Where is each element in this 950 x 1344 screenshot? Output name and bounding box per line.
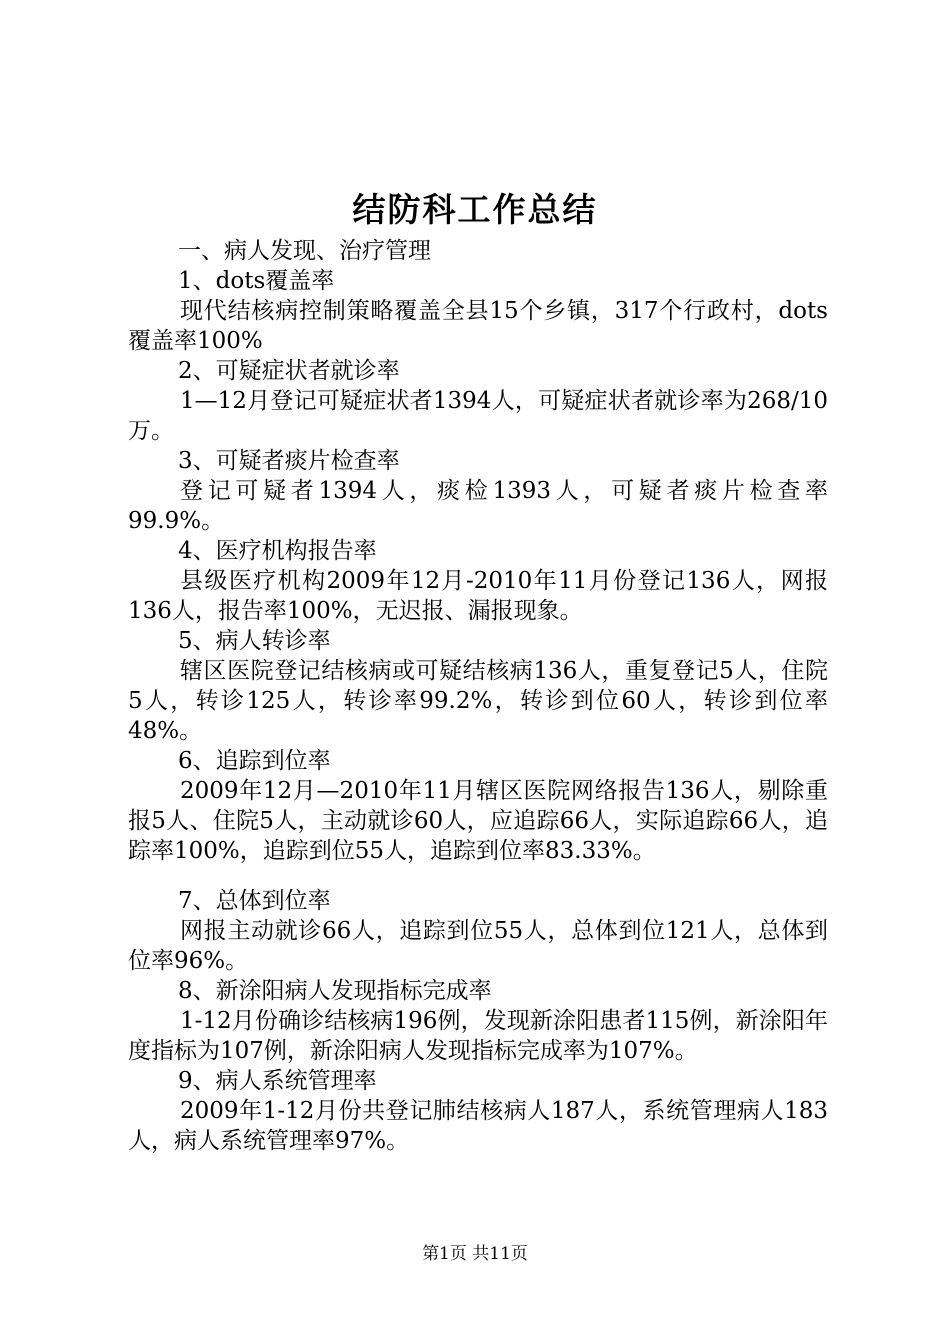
item-title-7: 7、总体到位率: [178, 888, 331, 914]
section-heading: 一、病人发现、治疗管理: [178, 238, 431, 264]
item-title-2: 2、可疑症状者就诊率: [178, 358, 400, 384]
item-title-3: 3、可疑者痰片检查率: [178, 448, 400, 474]
item-title-4: 4、医疗机构报告率: [178, 538, 377, 564]
item-title-9: 9、病人系统管理率: [178, 1068, 377, 1094]
item-text-7: 网报主动就诊66人，追踪到位55人，总体到位121人，总体到位率96%。: [128, 918, 828, 974]
item-text-5: 辖区医院登记结核病或可疑结核病136人，重复登记5人，住院5人，转诊125人，转诊率99.2%，转诊到位60人，转诊到位率48%。: [128, 658, 828, 744]
document-body: [128, 236, 828, 1156]
item-title-6: 6、追踪到位率: [178, 748, 331, 774]
item-text-3: 登记可疑者1394人，痰检1393人，可疑者痰片检查率99.9%。: [128, 478, 828, 534]
item-text-4: 县级医疗机构2009年12月-2010年11月份登记136人，网报136人，报告率100%，无迟报、漏报现象。: [128, 568, 828, 624]
item-text-8: 1-12月份确诊结核病196例，发现新涂阳患者115例，新涂阳年度指标为107例，新涂阳病人发现指标完成率为107%。: [128, 1008, 828, 1064]
item-title-8: 8、新涂阳病人发现指标完成率: [178, 978, 492, 1004]
item-text-2: 1—12月登记可疑症状者1394人，可疑症状者就诊率为268/10万。: [128, 388, 828, 444]
page-number-footer: 第1页 共11页: [422, 1244, 528, 1264]
item-text-9: 2009年1-12月份共登记肺结核病人187人，系统管理病人183人，病人系统管理率97%。: [128, 1098, 828, 1154]
item-title-5: 5、病人转诊率: [178, 628, 331, 654]
item-title-1: 1、dots覆盖率: [178, 268, 335, 294]
paragraph-gap: [128, 866, 828, 886]
document-title: 结防科工作总结: [352, 190, 598, 229]
item-text-1: 现代结核病控制策略覆盖全县15个乡镇，317个行政村，dots覆盖率100%: [128, 298, 828, 354]
item-text-6: 2009年12月—2010年11月辖区医院网络报告136人，剔除重报5人、住院5人，主动就诊60人，应追踪66人，实际追踪66人，追踪率100%，追踪到位55人，追踪到位率83.33%。: [128, 778, 828, 864]
